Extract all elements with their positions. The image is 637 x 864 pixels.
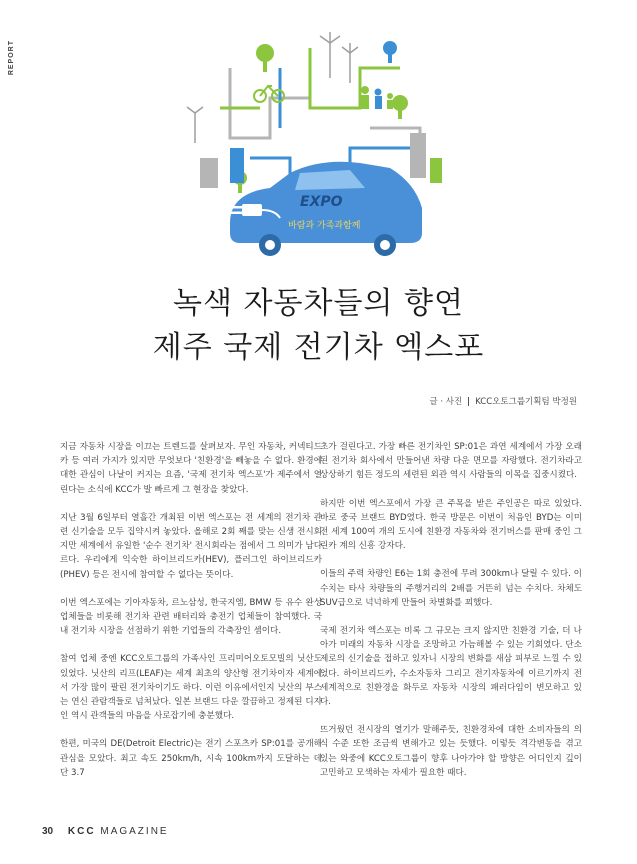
byline — [429, 395, 577, 407]
car-logo-text: EXPO — [300, 194, 343, 210]
paragraph: 지금 자동차 시장을 이끄는 트렌드를 살펴보자. 무인 자동차, 커넥티드 카 등 여러 가지가 있지만 무엇보다 '친환경'을 빼놓을 수 없다. 환경에 대한 관심이 나날이 커지는 요즘, '국제 전기차 엑스포'가 제주에서 열린다는 소식에 KCC가 발 빠르게 그 현장을 찾았다. — [60, 442, 322, 495]
paragraph: 초가 걸린다고. 가장 빠른 전기차인 SP:01은 과연 세계에서 가장 오래된 전기차 회사에서 만들어낸 차량 다운 면모를 자랑했다. 전기차라고 상상하기 힘든 정도의 세련된 외관 역시 사람들의 이목을 집중시켰다. — [320, 442, 582, 481]
title-line-1: 녹색 자동차들의 향연 — [173, 286, 464, 321]
title-line-2: 제주 국제 전기차 엑스포 — [152, 330, 485, 365]
byline-separator — [468, 397, 469, 406]
paragraph: 국제 전기차 엑스포는 비록 그 규모는 크지 않지만 친환경 기술, 더 나아가 미래의 자동차 시장을 조망하고 가늠해볼 수 있는 기회였다. 단소 제로의 신기술을 접하고 있자니 시장의 변화를 새삼 피부로 느낄 수 있었다. 하이브리드카, 수소자동차 그리고 전기자동차에 이르기까지 전 세계적으로 친환경을 화두로 자동차 시장의 패러다임이 변모하고 있다. — [320, 626, 582, 708]
footer-magazine: MAGAZINE — [100, 826, 169, 837]
paragraph: 이들의 주력 차량인 E6는 1회 충전에 무려 300km나 달릴 수 있다. 이 수치는 타사 차량들의 주행거리의 2배를 거뜬히 넘는 수치다. 차체도 SUV급으로 넉넉하게 만들어 차별화를 꾀했다. — [320, 569, 582, 608]
section-label: REPORT — [8, 40, 15, 76]
byline-role: 글 · 사진 — [429, 397, 463, 407]
paragraph: 지난 3월 6일부터 열흘간 개최된 이번 엑스포는 전 세계의 전기차 관련 신기술을 모두 집약시켜 놓았다. 올해로 2회 째를 맞는 신생 전시회지만 세계에서 유일한 '순수 전기차' 전시회라는 점에서 그 의미가 남다르다. 우리에게 익숙한 하이브리드카(HEV), 플러그인 하이브리드카(PHEV) 등은 전시에 참여할 수 없다는 뜻이다. — [60, 512, 322, 580]
footer-brand: KCC — [67, 826, 96, 837]
page-footer — [42, 826, 169, 837]
car-slogan-text: 바람과 가족과함께 — [288, 221, 361, 231]
body-column-left — [60, 440, 322, 794]
page-number: 30 — [42, 826, 54, 837]
paragraph: 이번 엑스포에는 기아자동차, 르노삼성, 한국지엠, BMW 등 유수 완성업체들을 비롯해 전기차 관련 배터리와 충전기 업체들이 참여했다. 국내 전기차 시장을 선점하기 위한 기업들의 각축장인 셈이다. — [60, 597, 322, 637]
eco-city-illustration — [160, 8, 480, 278]
body-column-right — [320, 440, 582, 794]
paragraph: 참여 업체 중엔 KCC오토그룹의 가족사인 프리미어오토모빌의 닛산도 있었다. 닛산의 리프(LEAF)는 세계 최초의 양산형 전기차이자 세계에서 가장 많이 팔린 전기차이기도 하다. 이런 이유에서인지 닛산의 부스는 연신 관람객들로 넘쳐났다. 일본 브랜드 다운 깔끔하고 정제된 디자인 역시 관객들의 마음을 사로잡기에 충분했다. — [60, 654, 322, 722]
paragraph: 한편, 미국의 DE(Detroit Electric)는 전기 스포츠카 SP:01를 공개해 관심을 모았다. 최고 속도 250km/h, 시속 100km까지 도달하는 데 단 3.7 — [60, 739, 322, 778]
paragraph: 하지만 이번 엑스포에서 가장 큰 주목을 받은 주인공은 따로 있었다. 바로 중국 브랜드 BYD였다. 한국 방문은 이번이 처음인 BYD는 이미 전 세계 100여 개의 도시에 친환경 자동차와 전기버스를 판매 중인 그린카 계의 신흥 강자다. — [320, 498, 582, 552]
article-title — [0, 282, 637, 370]
byline-author: KCC오토그룹기획팀 박정원 — [475, 397, 577, 407]
paragraph: 뜨거웠던 전시장의 열기가 말해주듯, 친환경차에 대한 소비자들의 의식 수준 또한 조금씩 변해가고 있는 듯했다. 이렇듯 격각변동을 겪고 있는 와중에 KCC오토그룹이 향후 나아가야 할 방향은 어디인지 깊이 고민하고 모색하는 자세가 필요한 때다. — [320, 725, 582, 778]
